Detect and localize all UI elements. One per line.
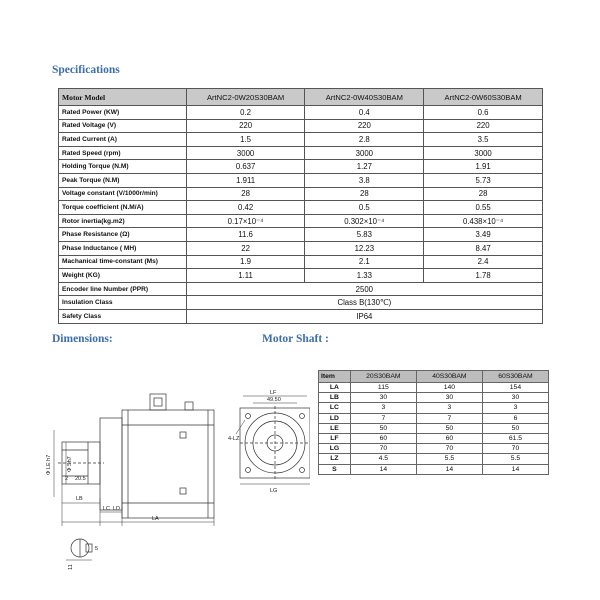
shaft-cell: 70 bbox=[482, 444, 548, 454]
shaft-cell: 6 bbox=[482, 413, 548, 423]
spec-row-label: Rated Voltage (V) bbox=[59, 119, 187, 133]
shaft-cell: 70 bbox=[350, 444, 416, 454]
spec-row-label: Rated Speed (rpm) bbox=[59, 146, 187, 160]
spec-cell: 5.83 bbox=[305, 228, 424, 242]
spec-row-label: Rated Current (A) bbox=[59, 133, 187, 147]
spec-row-label: Encoder line Number (PPR) bbox=[59, 282, 187, 296]
shaft-cell: 50 bbox=[350, 423, 416, 433]
shaft-header-model-3: 60S30BAM bbox=[482, 371, 548, 383]
spec-header-model-3: ArtNC2-0W60S30BAM bbox=[424, 89, 543, 106]
spec-row bbox=[59, 119, 543, 133]
spec-cell: 0.5 bbox=[305, 201, 424, 215]
dim-2-label: 2 bbox=[65, 476, 69, 482]
shaft-cell: 14 bbox=[350, 464, 416, 474]
shaft-item-key: LG bbox=[319, 444, 351, 454]
spec-row bbox=[59, 214, 543, 228]
lg-label: LG bbox=[270, 488, 278, 494]
spec-cell: 1.27 bbox=[305, 160, 424, 174]
specifications-table bbox=[58, 88, 543, 324]
spec-row-label: Machanical time-constant (Ms) bbox=[59, 255, 187, 269]
spec-row bbox=[59, 201, 543, 215]
shaft-item-key: LZ bbox=[319, 454, 351, 464]
shaft-cell: 140 bbox=[416, 383, 482, 393]
spec-cell: 1.91 bbox=[424, 160, 543, 174]
spec-header-model-1: ArtNC2-0W20S30BAM bbox=[186, 89, 305, 106]
phi-le-label: Φ LE h7 bbox=[46, 454, 52, 475]
spec-row bbox=[59, 160, 543, 174]
spec-cell: 3.49 bbox=[424, 228, 543, 242]
shaft-cell: 50 bbox=[482, 423, 548, 433]
shaft-item-key: S bbox=[319, 464, 351, 474]
shaft-cell: 30 bbox=[350, 393, 416, 403]
spec-cell: 8.47 bbox=[424, 241, 543, 255]
motor-shaft-heading: Motor Shaft : bbox=[262, 333, 329, 345]
key-11-label: 11 bbox=[68, 564, 74, 570]
spec-cell: 0.17×10⁻⁴ bbox=[186, 214, 305, 228]
spec-cell: 220 bbox=[186, 119, 305, 133]
lf-label: LF bbox=[270, 390, 277, 396]
shaft-header-model-2: 40S30BAM bbox=[416, 371, 482, 383]
spec-span-row bbox=[59, 309, 543, 323]
spec-row bbox=[59, 255, 543, 269]
shaft-cell: 61.5 bbox=[482, 433, 548, 443]
spec-cell: 0.55 bbox=[424, 201, 543, 215]
dimension-drawing bbox=[40, 380, 310, 576]
shaft-header-item: Item bbox=[319, 371, 351, 383]
spec-cell: 0.302×10⁻⁴ bbox=[305, 214, 424, 228]
spec-row-label: Safety Class bbox=[59, 309, 187, 323]
shaft-item-key: LA bbox=[319, 383, 351, 393]
spec-header-model-2: ArtNC2-0W40S30BAM bbox=[305, 89, 424, 106]
shaft-cell: 4.5 bbox=[350, 454, 416, 464]
shaft-item-key: LC bbox=[319, 403, 351, 413]
shaft-row bbox=[319, 383, 549, 393]
spec-cell: 1.9 bbox=[186, 255, 305, 269]
shaft-key-detail bbox=[66, 539, 92, 560]
shaft-row bbox=[319, 454, 549, 464]
spec-cell: 0.637 bbox=[186, 160, 305, 174]
spec-row bbox=[59, 173, 543, 187]
spec-cell: 28 bbox=[186, 187, 305, 201]
shaft-cell: 14 bbox=[482, 464, 548, 474]
lc-label: LC bbox=[103, 506, 111, 512]
shaft-cell: 154 bbox=[482, 383, 548, 393]
spec-span-row bbox=[59, 296, 543, 310]
spec-span-row bbox=[59, 282, 543, 296]
spec-cell: 2.1 bbox=[305, 255, 424, 269]
spec-cell: 28 bbox=[424, 187, 543, 201]
shaft-item-key: LE bbox=[319, 423, 351, 433]
spec-cell: 3.5 bbox=[424, 133, 543, 147]
spec-row-label: Insulation Class bbox=[59, 296, 187, 310]
shaft-cell: 3 bbox=[350, 403, 416, 413]
spec-cell: 0.4 bbox=[305, 106, 424, 120]
lz-label: 4-LZ bbox=[228, 436, 240, 442]
spec-row-label: Peak Torque (N.M) bbox=[59, 173, 187, 187]
spec-row-label: Torque coefficient (N.M/A) bbox=[59, 201, 187, 215]
spec-cell: 220 bbox=[424, 119, 543, 133]
spec-span-cell: IP64 bbox=[186, 309, 542, 323]
spec-cell: 1.5 bbox=[186, 133, 305, 147]
key-5-label: 5 bbox=[95, 546, 99, 552]
spec-cell: 1.11 bbox=[186, 269, 305, 283]
spec-cell: 12.23 bbox=[305, 241, 424, 255]
shaft-cell: 5.5 bbox=[416, 454, 482, 464]
shaft-item-key: LF bbox=[319, 433, 351, 443]
spec-row-label: Holding Torque (N.M) bbox=[59, 160, 187, 174]
shaft-item-key: LD bbox=[319, 413, 351, 423]
spec-row-label: Voltage constant (V/1000r/min) bbox=[59, 187, 187, 201]
shaft-row bbox=[319, 393, 549, 403]
spec-cell: 28 bbox=[305, 187, 424, 201]
specifications-heading: Specifications bbox=[52, 64, 120, 76]
shaft-row bbox=[319, 433, 549, 443]
shaft-cell: 3 bbox=[482, 403, 548, 413]
shaft-cell: 60 bbox=[416, 433, 482, 443]
spec-row-label: Rotor inertia(kg.m2) bbox=[59, 214, 187, 228]
spec-row-label: Rated Power (KW) bbox=[59, 106, 187, 120]
shaft-row bbox=[319, 423, 549, 433]
shaft-row bbox=[319, 403, 549, 413]
spec-cell: 1.78 bbox=[424, 269, 543, 283]
motor-front-view bbox=[236, 396, 310, 484]
spec-cell: 22 bbox=[186, 241, 305, 255]
shaft-cell: 30 bbox=[482, 393, 548, 403]
spec-cell: 3000 bbox=[305, 146, 424, 160]
spec-cell: 0.2 bbox=[186, 106, 305, 120]
spec-span-cell: Class B(130℃) bbox=[186, 296, 542, 310]
spec-row bbox=[59, 146, 543, 160]
spec-cell: 2.4 bbox=[424, 255, 543, 269]
shaft-cell: 14 bbox=[416, 464, 482, 474]
spec-cell: 3000 bbox=[424, 146, 543, 160]
shaft-cell: 7 bbox=[350, 413, 416, 423]
spec-row bbox=[59, 187, 543, 201]
shaft-cell: 7 bbox=[416, 413, 482, 423]
shaft-row bbox=[319, 464, 549, 474]
shaft-header-model-1: 20S30BAM bbox=[350, 371, 416, 383]
shaft-cell: 3 bbox=[416, 403, 482, 413]
spec-header-motor-model: Motor Model bbox=[59, 89, 187, 106]
shaft-cell: 30 bbox=[416, 393, 482, 403]
spec-cell: 3000 bbox=[186, 146, 305, 160]
spec-cell: 0.438×10⁻⁴ bbox=[424, 214, 543, 228]
spec-span-cell: 2500 bbox=[186, 282, 542, 296]
spec-row-label: Phase Inductance ( MH) bbox=[59, 241, 187, 255]
spec-cell: 1.911 bbox=[186, 173, 305, 187]
motor-shaft-table bbox=[318, 370, 549, 475]
spec-cell: 5.73 bbox=[424, 173, 543, 187]
dim-20-5-label: 20.5 bbox=[75, 476, 86, 482]
shaft-row bbox=[319, 444, 549, 454]
dimensions-heading: Dimensions: bbox=[52, 333, 113, 345]
spec-cell: 0.6 bbox=[424, 106, 543, 120]
spec-row bbox=[59, 106, 543, 120]
ld-label: LD bbox=[113, 506, 121, 512]
spec-row bbox=[59, 241, 543, 255]
spec-cell: 0.42 bbox=[186, 201, 305, 215]
spec-row bbox=[59, 228, 543, 242]
spec-cell: 2.8 bbox=[305, 133, 424, 147]
shaft-row bbox=[319, 413, 549, 423]
spec-row bbox=[59, 269, 543, 283]
spec-cell: 3.8 bbox=[305, 173, 424, 187]
dim-49-50-label: 49.50 bbox=[267, 397, 281, 403]
shaft-cell: 5.5 bbox=[482, 454, 548, 464]
spec-row-label: Weight (KG) bbox=[59, 269, 187, 283]
shaft-cell: 70 bbox=[416, 444, 482, 454]
shaft-cell: 60 bbox=[350, 433, 416, 443]
shaft-cell: 115 bbox=[350, 383, 416, 393]
lb-label: LB bbox=[76, 496, 83, 502]
spec-row bbox=[59, 133, 543, 147]
shaft-item-key: LB bbox=[319, 393, 351, 403]
phi-s-label: Φ Sh7 bbox=[67, 456, 73, 472]
spec-cell: 220 bbox=[305, 119, 424, 133]
spec-cell: 1.33 bbox=[305, 269, 424, 283]
spec-cell: 11.6 bbox=[186, 228, 305, 242]
la-label: LA bbox=[152, 516, 159, 522]
spec-row-label: Phase Resistance (Ω) bbox=[59, 228, 187, 242]
shaft-cell: 50 bbox=[416, 423, 482, 433]
